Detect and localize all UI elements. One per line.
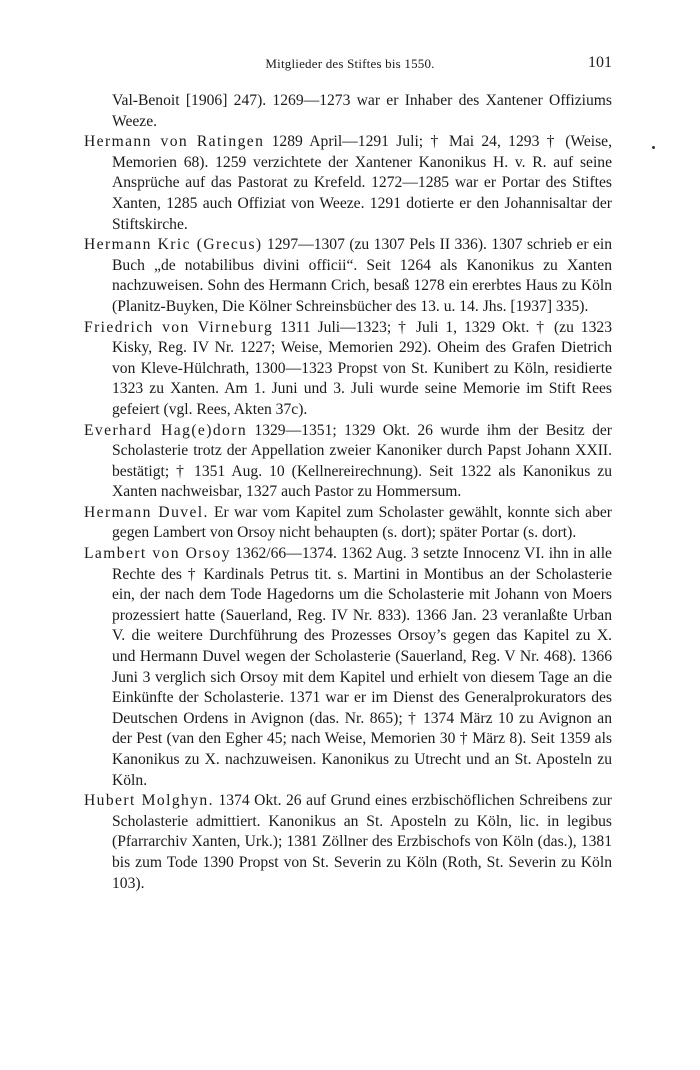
margin-mark: [652, 146, 655, 149]
entry-text: Val-Benoit [1906] 247). 1269—1273 war er Inhaber des Xantener Offiziums Weeze.: [112, 92, 612, 130]
entry-name: Hermann von Ratingen: [84, 133, 265, 151]
entry-text: 1329—1351; 1329 Okt. 26 wurde ihm der Besitz der Scholasterie trotz der Appellation zweier Kanoniker durch Papst Johann XXII. bestätigt; † 1351 Aug. 10 (Kellnereirechnung). Seit 1322 als Kanonikus zu Xanten nachweisbar, 1327 auch Pastor zu Hommersum.: [112, 421, 612, 501]
page-number: 101: [588, 54, 612, 71]
entry-name: Lambert von Orsoy: [84, 545, 231, 563]
entry-everhard-hagedorn: [84, 421, 612, 503]
entry-text: 1362/66—1374. 1362 Aug. 3 setzte Innocenz VI. ihn in alle Rechte des † Kardinals Petrus tit. s. Martini in Montibus an der Scholasterie ein, der nach dem Tode Hagedorns um die Scholasterie mit Johann von Moers prozessiert hatte (Sauerland, Reg. IV Nr. 833). 1366 Jan. 23 veranlaßte Urban V. die weitere Durchführung des Prozesses Orsoy’s gegen das Kapitel zu X. und Hermann Duvel wegen der Scholasterie (Sauerland, Reg. V Nr. 468). 1366 Juni 3 verglich sich Orsoy mit dem Kapitel und erhielt von diesem Tage an die Einkünfte der Scholasterie. 1371 war er im Dienst des Generalprokurators des Deutschen Ordens in Avignon (das. Nr. 865); † 1374 März 10 zu Avignon an der Pest (van den Egher 45; nach Weise, Memorien 30 † März 8). Seit 1359 als Kanonikus zu X. nachzuweisen. Kanonikus zu Utrecht und an St. Aposteln zu Köln.: [112, 545, 612, 789]
running-title: Mitglieder des Stiftes bis 1550.: [265, 56, 435, 71]
entry-name: Hermann Kric (Grecus): [84, 236, 263, 254]
entry-continuation: [84, 91, 612, 132]
page-header: [84, 54, 616, 76]
entry-text: Er war vom Kapitel zum Scholaster gewählt, konnte sich aber gegen Lambert von Orsoy nicht behaupten (s. dort); später Portar (s. dort).: [112, 503, 612, 542]
entry-lambert-von-orsoy: [84, 544, 612, 791]
entry-hermann-duvel: [84, 503, 612, 544]
entry-text: 1311 Juli—1323; † Juli 1, 1329 Okt. † (zu 1323 Kisky, Reg. IV Nr. 1227; Weise, Memorien 292). Oheim des Grafen Dietrich von Kleve-Hülchrath, 1300—1323 Propst von St. Kunibert zu Köln, residierte 1323 zu Xanten. Am 1. Juni und 3. Juli wurde seine Memorie im Stift Rees gefeiert (vgl. Rees, Akten 37c).: [112, 318, 612, 418]
entry-name: Hermann Duvel.: [84, 503, 209, 521]
entry-name: Everhard Hag(e)dorn: [84, 421, 248, 439]
entry-hermann-kric: [84, 235, 612, 317]
entry-text: 1297—1307 (zu 1307 Pels II 336). 1307 schrieb er ein Buch „de notabilibus divini officii“. Seit 1264 als Kanonikus zu Xanten nachzuweisen. Sohn des Hermann Crich, besaß 1278 ein ererbtes Haus zu Köln (Planitz-Buyken, Die Kölner Schreinsbücher des 13. u. 14. Jhs. [1937] 335).: [112, 236, 612, 315]
entry-name: Friedrich von Virneburg: [84, 318, 274, 336]
entry-hubert-molghyn: [84, 791, 612, 894]
entry-text: 1374 Okt. 26 auf Grund eines erzbischöflichen Schreibens zur Scholasterie admittiert. Kanonikus an St. Aposteln zu Köln, lic. in legibus (Pfarrarchiv Xanten, Urk.); 1381 Zöllner des Erzbischofs von Köln (das.), 1381 bis zum Tode 1390 Propst von St. Severin zu Köln (Roth, St. Severin zu Köln 103).: [112, 792, 612, 892]
entry-text: 1289 April—1291 Juli; † Mai 24, 1293 † (Weise, Memorien 68). 1259 verzichtete der Xantener Kanonikus H. v. R. auf seine Ansprüche auf das Pastorat zu Krefeld. 1272—1285 war er Portar des Stiftes Xanten, 1285 auch Offiziat von Weeze. 1291 dotierte er den Johannisaltar der Stiftskirche.: [112, 133, 612, 233]
entry-name: Hubert Molghyn.: [84, 792, 214, 810]
entry-hermann-von-ratingen: [84, 132, 612, 235]
entry-friedrich-von-virneburg: [84, 318, 612, 421]
member-entries: [84, 91, 612, 894]
